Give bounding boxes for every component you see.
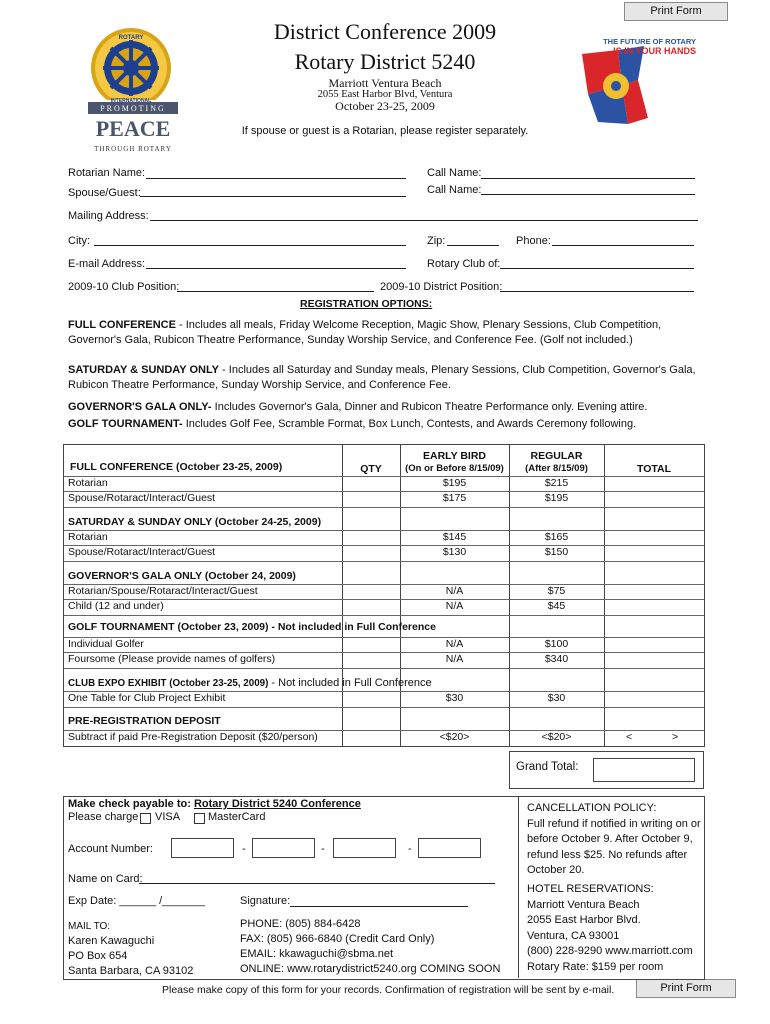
section-title: GOLF TOURNAMENT (October 23, 2009) - Not included in Full Conference (68, 621, 436, 633)
account-number-field-4[interactable] (418, 838, 481, 858)
option-weekend-text: - Includes all Saturday and Sunday meals, Plenary Sessions, Club Competition, Governor's Gala, Rubicon Theatre Performance, Sunday Worship Service, and Conference Fee. (68, 364, 696, 391)
early-price: $30 (445, 692, 464, 704)
payable-line (68, 798, 361, 810)
mastercard-label: MasterCard (208, 811, 266, 823)
signature-label: Signature: (240, 895, 291, 907)
account-dash-1: - (242, 843, 246, 855)
option-gala (68, 400, 708, 415)
contact-online[interactable]: ONLINE: www.rotarydistrict5240.org COMING SOON (240, 963, 501, 975)
rotary-peace-logo (84, 18, 184, 158)
option-full-title: FULL CONFERENCE (68, 319, 176, 331)
print-form-button-top[interactable]: Print Form (624, 2, 728, 21)
option-golf-text: Includes Golf Fee, Scramble Format, Box Lunch, Contests, and Awards Ceremony following. (182, 418, 637, 430)
cancellation-policy (527, 801, 701, 879)
cancellation-heading: CANCELLATION POLICY: (527, 802, 657, 814)
cancellation-line: October 20. (527, 864, 585, 876)
hotel-line: 2055 East Harbor Blvd. (527, 914, 641, 926)
regular-price: $340 (544, 653, 569, 665)
regular-header: REGULAR (530, 450, 583, 462)
logo-future-text: THE FUTURE OF ROTARY (603, 37, 696, 46)
regular-price: $30 (547, 692, 566, 704)
early-price: N/A (445, 653, 464, 665)
section-title: PRE-REGISTRATION DEPOSIT (68, 715, 221, 727)
account-number-field-3[interactable] (333, 838, 396, 858)
hotel-line: (800) 228-9290 www.marriott.com (527, 945, 693, 957)
future-of-rotary-logo (578, 28, 698, 128)
club-position-field[interactable] (177, 291, 374, 292)
regular-price: $195 (544, 492, 569, 504)
option-golf-title: GOLF TOURNAMENT- (68, 418, 183, 430)
section-title: FULL CONFERENCE (October 23-25, 2009) (70, 461, 283, 473)
contact-email[interactable]: EMAIL: kkawaguchi@sbma.net (240, 948, 394, 960)
name-on-card-field[interactable] (139, 883, 495, 884)
hands-logo-icon (578, 28, 698, 128)
zip-label: Zip: (427, 235, 446, 247)
cancellation-line: refund less $25. No refunds after (527, 848, 688, 861)
regular-price: $150 (544, 546, 569, 558)
pricing-table (63, 444, 705, 747)
regular-price: $215 (544, 477, 569, 489)
early-price: $195 (442, 477, 467, 489)
row-label: Rotarian (68, 531, 108, 543)
please-charge-label: Please charge (68, 811, 139, 823)
grand-total-box (509, 751, 704, 789)
venue-name: Marriott Ventura Beach (328, 76, 442, 90)
logo-peace-text: PEACE (95, 116, 171, 141)
option-gala-text: Includes Governor's Gala, Dinner and Rubicon Theatre Performance only. Evening attire. (211, 401, 648, 413)
print-form-button-bottom[interactable]: Print Form (636, 979, 736, 998)
visa-checkbox[interactable] (140, 813, 151, 824)
title-line-1: District Conference 2009 (273, 19, 497, 44)
call-name-field-2[interactable] (481, 194, 695, 195)
early-price: N/A (445, 638, 464, 650)
option-gala-title: GOVERNOR'S GALA ONLY- (68, 401, 212, 413)
section-title-row (68, 677, 432, 689)
early-price: N/A (445, 600, 464, 612)
mailing-address-label: Mailing Address: (68, 210, 149, 222)
call-name-field-1[interactable] (481, 178, 695, 179)
email-field[interactable] (146, 268, 406, 269)
regular-price: $75 (547, 585, 566, 597)
section-title: GOVERNOR'S GALA ONLY (October 24, 2009) (68, 570, 296, 582)
email-label: E-mail Address: (68, 258, 146, 270)
row-label: Subtract if paid Pre-Registration Deposit ($20/person) (68, 731, 318, 743)
section-title: SATURDAY & SUNDAY ONLY (October 24-25, 2009) (68, 516, 322, 528)
rotary-club-label: Rotary Club of: (427, 258, 501, 270)
mastercard-checkbox[interactable] (194, 813, 205, 824)
hotel-heading: HOTEL RESERVATIONS: (527, 883, 654, 895)
option-golf (68, 417, 708, 432)
early-bird-subheader: (On or Before 8/15/09) (405, 463, 504, 474)
rotarian-name-field[interactable] (146, 178, 406, 179)
mail-to-box: PO Box 654 (68, 950, 128, 962)
cancellation-line: Full refund if notified in writing on or (527, 817, 701, 830)
section-title: CLUB EXPO EXHIBIT (October 23-25, 2009) (68, 678, 269, 689)
logo-hands-text: IS IN YOUR HANDS (613, 46, 696, 56)
row-label: Foursome (Please provide names of golfers) (68, 653, 276, 665)
venue-address: 2055 East Harbor Blvd, Ventura (317, 89, 453, 100)
call-name-label-2: Call Name: (427, 184, 482, 196)
total-header: TOTAL (636, 463, 672, 475)
call-name-label-1: Call Name: (427, 167, 482, 179)
spouse-guest-label: Spouse/Guest: (68, 187, 141, 199)
early-bird-header: EARLY BIRD (422, 450, 486, 462)
exp-date-label[interactable]: Exp Date: ______ /_______ (68, 895, 206, 907)
city-label: City: (68, 235, 90, 247)
rotary-club-field[interactable] (500, 268, 694, 269)
logo-through-text: THROUGH ROTARY (94, 145, 172, 153)
account-number-label: Account Number: (68, 843, 153, 855)
option-full-text: - Includes all meals, Friday Welcome Reception, Magic Show, Plenary Sessions, Club Competition, Governor's Gala, Rubicon Theatre Performance, Sunday Worship Service, and Conference Fee. (Golf not included.) (68, 319, 662, 346)
logo-promoting-text: PROMOTING (100, 104, 166, 113)
payable-name: Rotary District 5240 Conference (193, 798, 361, 810)
early-price: $145 (442, 531, 467, 543)
grand-total-label: Grand Total: (516, 761, 579, 773)
mailing-address-field[interactable] (150, 220, 698, 221)
mail-to-heading: MAIL TO: (68, 921, 111, 932)
name-on-card-label: Name on Card: (68, 873, 143, 885)
rotarian-name-label: Rotarian Name: (68, 167, 146, 179)
regular-price: $165 (544, 531, 569, 543)
footer-note: Please make copy of this form for your records. Confirmation of registration will be sent by e-mail. (162, 984, 615, 996)
row-label: Spouse/Rotaract/Interact/Guest (68, 546, 216, 558)
option-full-conference (68, 318, 708, 348)
contact-fax: FAX: (805) 966-6840 (Credit Card Only) (240, 933, 435, 945)
hotel-line: Ventura, CA 93001 (527, 929, 620, 942)
total-close-bracket: > (672, 731, 679, 743)
option-weekend (68, 363, 708, 393)
zip-field[interactable] (447, 245, 499, 246)
total-open-bracket: < (626, 731, 633, 743)
hotel-line: Rotary Rate: $159 per room (527, 960, 664, 973)
guest-note: If spouse or guest is a Rotarian, please register separately. (241, 125, 529, 137)
mail-to-name: Karen Kawaguchi (68, 935, 155, 947)
spouse-guest-field[interactable] (140, 196, 406, 197)
account-dash-3: - (408, 843, 412, 855)
row-label: Child (12 and under) (68, 600, 164, 612)
account-number-field-1[interactable] (171, 838, 234, 858)
district-position-field[interactable] (500, 291, 694, 292)
grand-total-field[interactable] (593, 758, 695, 782)
option-weekend-title: SATURDAY & SUNDAY ONLY (68, 364, 219, 376)
early-price: $130 (442, 546, 467, 558)
logo-ring-top: ROTARY (118, 35, 144, 41)
title-line-2: Rotary District 5240 (294, 49, 476, 74)
early-price: <$20> (439, 731, 470, 743)
row-label: One Table for Club Project Exhibit (68, 692, 226, 704)
account-number-field-2[interactable] (252, 838, 315, 858)
payable-prefix: Make check payable to: (68, 798, 194, 810)
rotary-wheel-icon (84, 18, 184, 158)
account-dash-2: - (321, 843, 325, 855)
contact-block (240, 917, 500, 977)
qty-header: QTY (360, 463, 382, 475)
regular-price: $100 (544, 638, 569, 650)
registration-options-heading: REGISTRATION OPTIONS: (300, 298, 433, 310)
early-price: $175 (442, 492, 467, 504)
regular-price: <$20> (541, 731, 572, 743)
hotel-reservations (527, 882, 693, 975)
phone-field[interactable] (552, 245, 694, 246)
event-dates: October 23-25, 2009 (335, 99, 435, 113)
signature-field[interactable] (290, 906, 468, 907)
section-suffix: - Not included in Full Conference (268, 677, 432, 689)
row-label: Rotarian/Spouse/Rotaract/Interact/Guest (68, 585, 258, 597)
early-price: N/A (445, 585, 464, 597)
mail-to-block (68, 919, 193, 979)
contact-phone: PHONE: (805) 884-6428 (240, 918, 361, 930)
row-label: Individual Golfer (68, 638, 144, 650)
regular-subheader: (After 8/15/09) (525, 463, 588, 474)
mail-to-city: Santa Barbara, CA 93102 (68, 965, 194, 977)
hotel-line: Marriott Ventura Beach (527, 898, 640, 911)
row-label: Spouse/Rotaract/Interact/Guest (68, 492, 216, 504)
club-position-label: 2009-10 Club Position: (68, 281, 180, 293)
cancellation-line: before October 9. After October 9, (527, 833, 693, 845)
logo-ring-bottom: INTERNATIONAL (110, 98, 152, 104)
row-label: Rotarian (68, 477, 108, 489)
visa-label: VISA (155, 811, 181, 823)
district-position-label: 2009-10 District Position: (380, 281, 503, 293)
city-field[interactable] (94, 245, 406, 246)
regular-price: $45 (547, 600, 566, 612)
phone-label: Phone: (516, 235, 551, 247)
